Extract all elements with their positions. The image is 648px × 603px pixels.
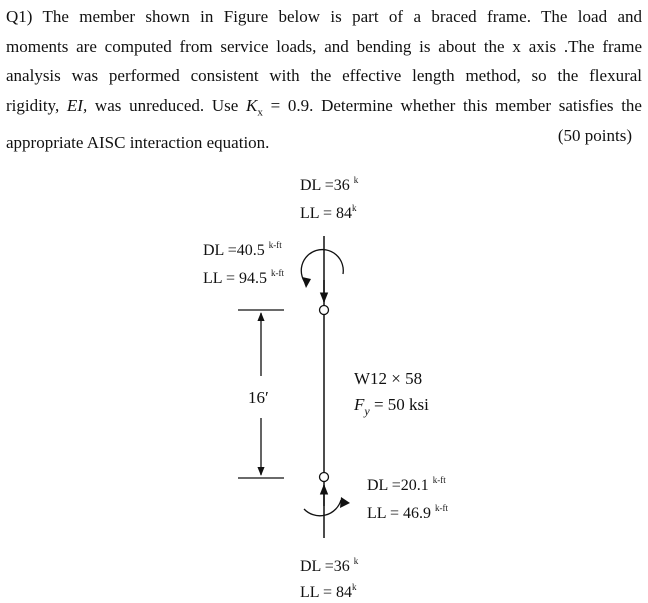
- question-line-4: rigidity, EI, was unreduced. Use $K_x = 0.9$. Determine whether this member satisfies the: [6, 95, 642, 119]
- top-axial-ll: LL = $84^k$: [300, 203, 357, 222]
- bottom-moment-dl: DL =20.1 $^{k-ft}$: [367, 475, 446, 494]
- bottom-moment-ll: LL = 46.9 $^{k-ft}$: [367, 503, 448, 522]
- top-moment-ll: LL = 94.5 $^{k-ft}$: [203, 268, 284, 287]
- top-axial-dl: DL =36 $^k$: [300, 175, 359, 194]
- length-label: 16′: [248, 388, 269, 407]
- bottom-axial-ll: LL = $84^k$: [300, 582, 357, 601]
- question-line-2: moments are computed from service loads, and bending is about the x axis .The frame: [6, 36, 642, 56]
- bottom-pin: [320, 473, 329, 482]
- top-moment-dl: DL =40.5 $^{k-ft}$: [203, 240, 282, 259]
- top-moment-arrowhead: [302, 277, 311, 288]
- bottom-moment-arrowhead: [340, 497, 350, 508]
- section-label: W12 × 58: [354, 369, 423, 388]
- top-pin: [320, 306, 329, 315]
- bottom-axial-dl: DL =36 $^k$: [300, 556, 359, 575]
- question-line-3: analysis was performed consistent with the effective length method, so the flexural: [6, 66, 642, 86]
- points-label: (50 points): [557, 126, 632, 145]
- yield-strength-label: $F_y = 50$ ksi: [354, 395, 429, 418]
- question-line-5: appropriate AISC interaction equation.: [6, 132, 270, 152]
- bottom-moment-arc: [304, 500, 341, 516]
- question-line-1: Q1) The member shown in Figure below is part of a braced frame. The load and: [6, 7, 642, 26]
